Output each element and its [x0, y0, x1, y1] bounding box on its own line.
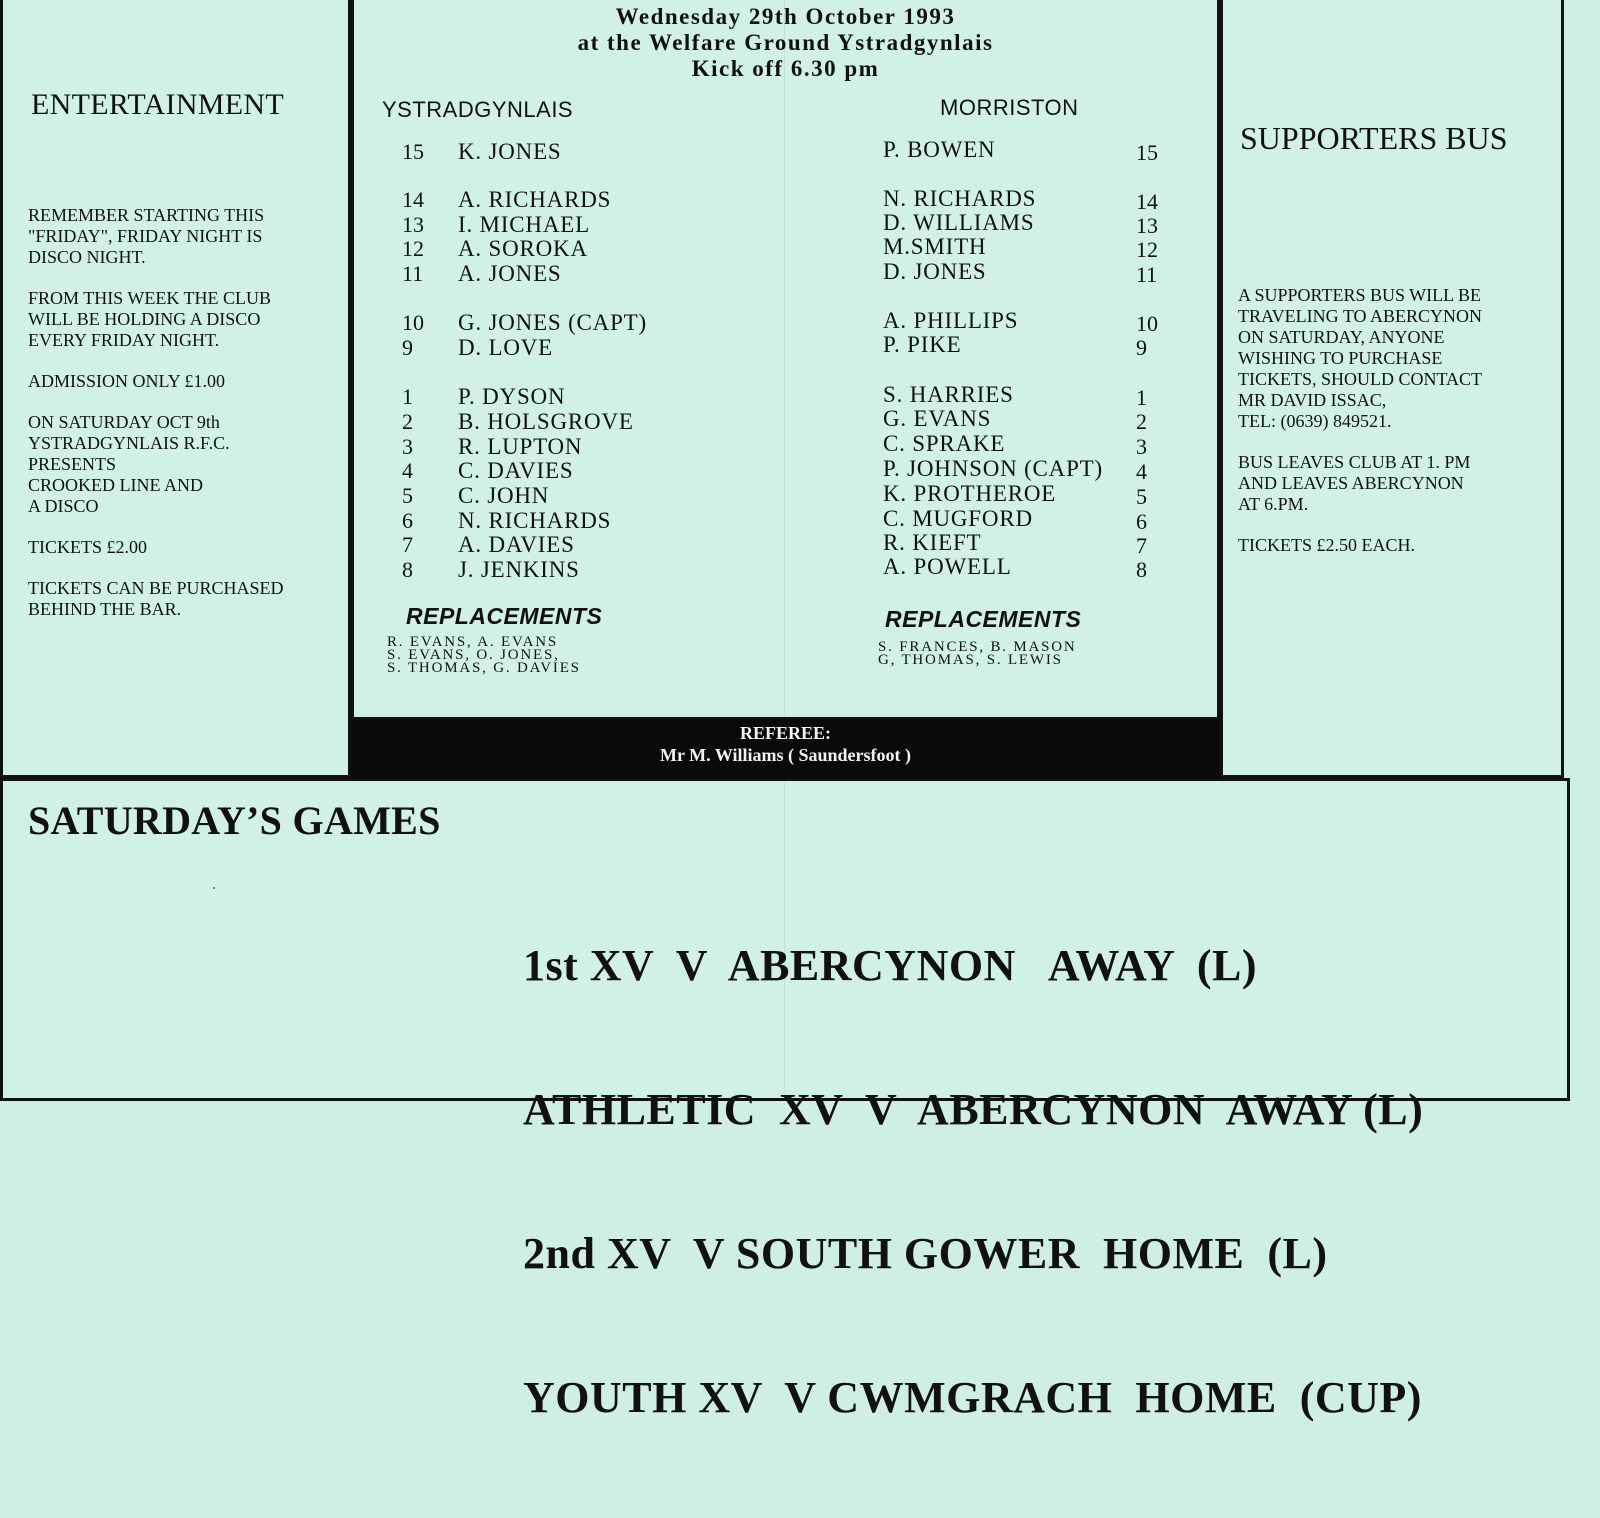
fixture-item: ATHLETIC XV V ABERCYNON AWAY (L): [523, 1085, 1424, 1134]
home-player-number: 7: [402, 532, 413, 557]
away-player-number: 11: [1136, 262, 1158, 287]
away-player-number: 6: [1136, 509, 1147, 534]
saturday-games-title: SATURDAY’S GAMES: [28, 798, 441, 843]
home-player-name: A. JONES: [458, 261, 562, 286]
saturday-games-panel: [0, 778, 1570, 1422]
home-player-number: 3: [402, 434, 413, 459]
away-player-number: 13: [1136, 213, 1158, 238]
away-player-name: P. BOWEN: [883, 137, 996, 162]
referee-bar: [351, 720, 1220, 778]
away-replacements-title: REPLACEMENTS: [885, 606, 1082, 632]
fixture-item: YOUTH XV V CWMGRACH HOME (CUP): [523, 1373, 1422, 1422]
supporters-bus-paragraph: BUS LEAVES CLUB AT 1. PM AND LEAVES ABERCYNON AT 6.PM.: [1238, 452, 1471, 514]
away-player-number: 2: [1136, 409, 1147, 434]
home-player-name: A. DAVIES: [458, 532, 575, 557]
away-player-number: 15: [1136, 140, 1158, 165]
away-player-name: A. POWELL: [883, 554, 1012, 579]
away-player-number: 10: [1136, 311, 1158, 336]
away-replacements-list: S. FRANCES, B. MASON G, THOMAS, S. LEWIS: [878, 639, 1077, 668]
away-player-name: K. PROTHEROE: [883, 481, 1057, 506]
home-player-number: 10: [402, 310, 424, 335]
fixtures-list: [523, 846, 1423, 1518]
home-player-number: 4: [402, 458, 413, 483]
home-player-number: 14: [402, 187, 424, 212]
supporters-bus-paragraph: TICKETS £2.50 EACH.: [1238, 535, 1415, 555]
away-player-number: 4: [1136, 459, 1147, 484]
referee-name: Mr M. Williams ( Saundersfoot ): [660, 745, 911, 765]
paper-speck: [213, 887, 215, 889]
home-player-name: A. RICHARDS: [458, 187, 612, 212]
home-player-name: B. HOLSGROVE: [458, 409, 634, 434]
away-player-name: C. MUGFORD: [883, 506, 1033, 531]
supporters-bus-body: [1238, 285, 1558, 576]
away-player-number: 9: [1136, 335, 1147, 360]
away-player-number: 12: [1136, 237, 1158, 262]
home-replacements-title: REPLACEMENTS: [406, 603, 603, 629]
home-player-name: G. JONES (CAPT): [458, 310, 647, 335]
fixture-item: 1st XV V ABERCYNON AWAY (L): [523, 941, 1257, 990]
match-kickoff: Kick off 6.30 pm: [691, 56, 880, 81]
match-info: [354, 4, 1217, 82]
fixture-item: 2nd XV V SOUTH GOWER HOME (L): [523, 1229, 1328, 1278]
away-player-name: N. RICHARDS: [883, 186, 1037, 211]
entertainment-paragraph: TICKETS £2.00: [28, 537, 147, 557]
away-player-number: 3: [1136, 434, 1147, 459]
referee-label: REFEREE:: [739, 723, 831, 743]
entertainment-body: [28, 205, 348, 640]
entertainment-title: ENTERTAINMENT: [31, 88, 284, 121]
away-player-number: 8: [1136, 557, 1147, 582]
home-player-name: I. MICHAEL: [458, 212, 590, 237]
home-player-name: C. JOHN: [458, 483, 550, 508]
home-player-name: P. DYSON: [458, 384, 566, 409]
away-player-name: P. PIKE: [883, 332, 962, 357]
home-player-name: R. LUPTON: [458, 434, 583, 459]
home-player-number: 2: [402, 409, 413, 434]
supporters-bus-panel: [1220, 0, 1564, 778]
away-player-name: A. PHILLIPS: [883, 308, 1019, 333]
home-player-number: 6: [402, 508, 413, 533]
home-player-name: D. LOVE: [458, 335, 554, 360]
home-player-name: J. JENKINS: [458, 557, 580, 582]
entertainment-paragraph: ON SATURDAY OCT 9th YSTRADGYNLAIS R.F.C. PRESENTS CROOKED LINE AND A DISCO: [28, 412, 230, 516]
away-player-name: P. JOHNSON (CAPT): [883, 456, 1103, 481]
home-player-number: 11: [402, 261, 424, 286]
home-player-number: 9: [402, 335, 413, 360]
home-team-name: YSTRADGYNLAIS: [382, 97, 574, 122]
team-sheet-panel: [351, 0, 1220, 720]
home-player-number: 8: [402, 557, 413, 582]
entertainment-paragraph: FROM THIS WEEK THE CLUB WILL BE HOLDING A DISCO EVERY FRIDAY NIGHT.: [28, 288, 272, 350]
supporters-bus-paragraph: A SUPPORTERS BUS WILL BE TRAVELING TO ABERCYNON ON SATURDAY, ANYONE WISHING TO PURCHASE TICKETS, SHOULD CONTACT MR DAVID ISSAC, TEL: (0639) 849521.: [1238, 285, 1483, 431]
away-team-name: MORRISTON: [940, 95, 1079, 120]
away-player-name: S. HARRIES: [883, 382, 1014, 407]
away-player-name: D. WILLIAMS: [883, 210, 1035, 235]
away-player-name: D. JONES: [883, 259, 987, 284]
away-player-name: R. KIEFT: [883, 530, 982, 555]
entertainment-paragraph: TICKETS CAN BE PURCHASED BEHIND THE BAR.: [28, 578, 284, 619]
away-player-number: 7: [1136, 533, 1147, 558]
away-player-number: 1: [1136, 385, 1147, 410]
home-player-name: A. SOROKA: [458, 236, 588, 261]
match-venue: at the Welfare Ground Ystradgynlais: [577, 30, 994, 55]
home-player-name: K. JONES: [458, 139, 562, 164]
home-replacements-list: R. EVANS, A. EVANS S. EVANS, O. JONES, S. THOMAS, G. DAVIES: [387, 634, 581, 676]
paper-fold-line: [784, 0, 785, 1101]
home-player-number: 15: [402, 139, 424, 164]
away-player-name: M.SMITH: [883, 234, 987, 259]
away-player-name: G. EVANS: [883, 406, 992, 431]
home-player-name: C. DAVIES: [458, 458, 574, 483]
entertainment-panel: [0, 0, 351, 778]
home-player-number: 1: [402, 384, 413, 409]
entertainment-paragraph: ADMISSION ONLY £1.00: [28, 371, 226, 391]
entertainment-paragraph: REMEMBER STARTING THIS "FRIDAY", FRIDAY NIGHT IS DISCO NIGHT.: [28, 205, 265, 267]
away-player-number: 5: [1136, 484, 1147, 509]
away-player-name: C. SPRAKE: [883, 431, 1006, 456]
home-player-name: N. RICHARDS: [458, 508, 612, 533]
home-player-number: 5: [402, 483, 413, 508]
supporters-bus-title: SUPPORTERS BUS: [1240, 120, 1508, 156]
away-player-number: 14: [1136, 189, 1158, 214]
match-date: Wednesday 29th October 1993: [615, 4, 956, 29]
home-player-number: 13: [402, 212, 424, 237]
home-player-number: 12: [402, 236, 424, 261]
